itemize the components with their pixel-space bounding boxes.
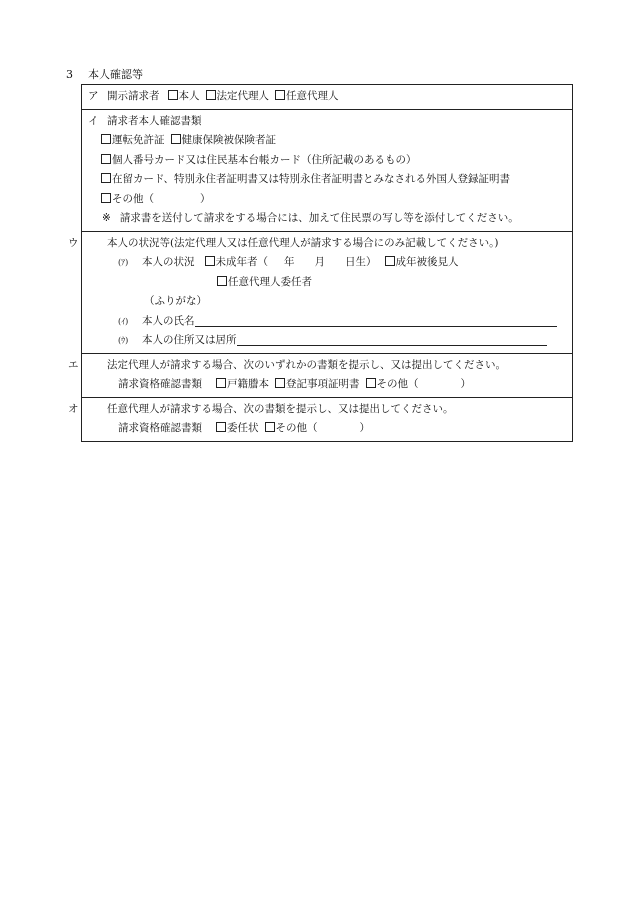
option-legal-other: その他（ [376, 378, 419, 390]
option-koseki: 戸籍謄本 [227, 378, 269, 390]
identity-confirmation-form [68, 84, 573, 442]
option-minor: 未成年者（ [215, 256, 268, 268]
note-text: 請求書を送付して請求をする場合には、加えて住民票の写し等を添付してください。 [119, 212, 519, 224]
checkbox-voluntary-other[interactable] [265, 422, 275, 432]
option-principal: 任意代理人委任者 [228, 275, 312, 288]
section-o-voluntary-agent [68, 398, 572, 441]
section-a-letter: ア [88, 90, 99, 102]
checkbox-self[interactable] [168, 90, 178, 100]
section-title: 本人確認等 [88, 68, 143, 81]
furigana-label: （ふりがな） [144, 295, 207, 307]
option-voluntary-other-close: ） [359, 422, 370, 434]
checkbox-minor[interactable] [205, 256, 215, 266]
option-drivers-license: 運転免許証 [112, 134, 165, 146]
section-a-requester-type [82, 85, 572, 110]
section-o-letter: オ [68, 402, 79, 415]
requester-label: 開示請求者 [107, 90, 160, 102]
option-health-insurance: 健康保険被保険者証 [181, 134, 276, 146]
checkbox-mynumber-card[interactable] [101, 154, 111, 164]
section-e-legal-agent [68, 354, 572, 398]
section-i-letter: イ [88, 114, 99, 127]
option-mynumber-card: 個人番号カード又は住民基本台帳カード（住所記載のあるもの） [112, 153, 417, 166]
note-mark: ※ [102, 212, 111, 224]
option-power-of-attorney: 委任状 [227, 422, 259, 434]
option-other-id-close: ） [200, 192, 211, 205]
checkbox-legal-agent[interactable] [206, 90, 216, 100]
year-label: 年 [284, 256, 295, 268]
principal-address-field[interactable] [237, 332, 547, 346]
sub-item-b-mark: (ｲ) [118, 316, 129, 326]
checkbox-registry-cert[interactable] [275, 378, 285, 388]
principal-name-field[interactable] [195, 313, 557, 327]
option-residence-card: 在留カード、特別永住者証明書又は特別永住者証明書とみなされる外国人登録証明書 [112, 173, 511, 185]
section-e-letter: エ [68, 358, 79, 371]
checkbox-adult-ward[interactable] [385, 256, 395, 266]
section-heading [66, 66, 143, 82]
principal-status-label: 本人の状況 [142, 256, 195, 268]
sub-item-a-mark: (ｱ) [118, 258, 129, 267]
checkbox-legal-other[interactable] [366, 378, 376, 388]
option-registry-cert: 登記事項証明書 [286, 378, 360, 390]
option-self: 本人 [178, 90, 200, 102]
id-documents-title: 請求者本人確認書類 [107, 114, 202, 127]
legal-agent-doc-label: 請求資格確認書類 [118, 378, 202, 390]
section-u-letter: ウ [68, 236, 79, 249]
voluntary-agent-text: 任意代理人が請求する場合、次の書類を提示し、又は提出してください。 [107, 402, 454, 415]
option-voluntary-agent: 任意代理人 [286, 90, 339, 102]
voluntary-agent-doc-label: 請求資格確認書類 [118, 422, 202, 434]
section-u-principal-status [68, 232, 572, 354]
option-legal-agent: 法定代理人 [216, 90, 269, 102]
legal-agent-text: 法定代理人が請求する場合、次のいずれかの書類を提示し、又は提出してください。 [107, 358, 506, 371]
principal-address-label: 本人の住所又は居所 [142, 334, 237, 346]
section-number: 3 [66, 68, 73, 81]
mail-request-note [88, 209, 566, 229]
checkbox-health-insurance[interactable] [171, 134, 181, 144]
birth-label: 日生） [345, 256, 377, 268]
section-i-id-documents [82, 110, 572, 232]
checkbox-principal[interactable] [217, 276, 227, 286]
sub-item-c-mark: (ｳ) [118, 336, 129, 345]
option-voluntary-other: その他（ [275, 422, 318, 434]
checkbox-voluntary-agent[interactable] [275, 90, 285, 100]
checkbox-other-id[interactable] [101, 193, 111, 203]
checkbox-power-of-attorney[interactable] [216, 422, 226, 432]
principal-status-title: 本人の状況等(法定代理人又は任意代理人が請求する場合にのみ記載してください。) [107, 236, 499, 249]
option-adult-ward: 成年被後見人 [395, 256, 459, 268]
checkbox-drivers-license[interactable] [101, 134, 111, 144]
month-label: 月 [314, 256, 325, 268]
checkbox-residence-card[interactable] [101, 173, 111, 183]
checkbox-koseki[interactable] [216, 378, 226, 388]
principal-name-label: 本人の氏名 [142, 314, 195, 327]
option-other-id: その他（ [112, 192, 154, 205]
option-legal-other-close: ） [460, 378, 471, 390]
